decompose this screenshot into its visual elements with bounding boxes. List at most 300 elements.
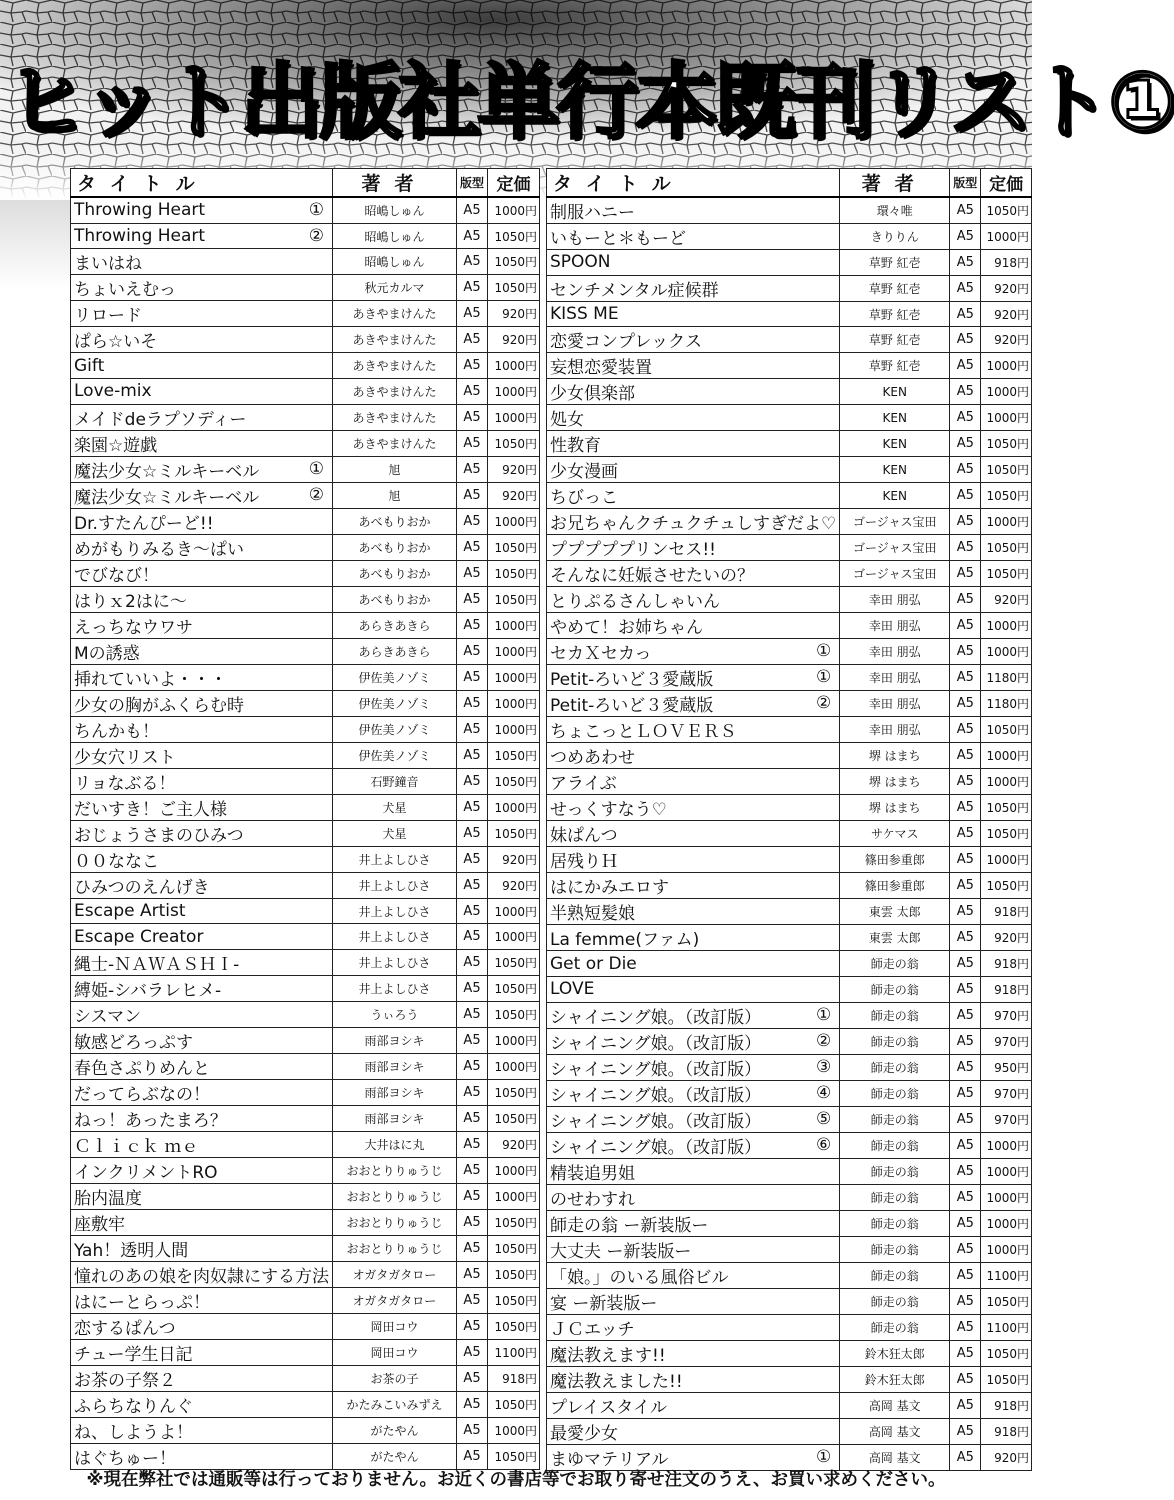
- book-format: A5: [950, 509, 981, 535]
- book-author: 師走の翁: [840, 1106, 950, 1132]
- book-price: 1180円: [981, 665, 1032, 691]
- book-author: うぃろう: [333, 1002, 457, 1028]
- book-title: だいすき！ご主人様: [74, 799, 227, 820]
- table-row: [547, 1132, 1032, 1158]
- book-title-cell: [547, 1054, 840, 1080]
- book-title-cell: [71, 1106, 333, 1132]
- book-price: 1000円: [488, 1054, 540, 1080]
- book-price: 1000円: [488, 1418, 540, 1444]
- book-format: A5: [457, 379, 488, 405]
- book-price: 920円: [488, 301, 540, 327]
- volume-number: ①: [815, 641, 832, 662]
- book-price: 1050円: [488, 1236, 540, 1262]
- book-price: 1050円: [488, 560, 540, 586]
- book-title-cell: [71, 534, 333, 560]
- book-price: 920円: [981, 301, 1032, 327]
- book-price: 1000円: [488, 690, 540, 716]
- book-price: 1000円: [488, 379, 540, 405]
- book-title: ね、しようよ！: [74, 1423, 193, 1444]
- book-title: Petit-ろいど３愛蔵版: [550, 696, 714, 717]
- book-format: A5: [950, 691, 981, 717]
- book-author: 幸田 朋弘: [840, 665, 950, 691]
- book-format: A5: [950, 1106, 981, 1132]
- volume-number: ②: [815, 1030, 832, 1051]
- book-title: ＪＣエッチ: [550, 1319, 635, 1340]
- book-format: A5: [950, 1262, 981, 1288]
- book-author: 師走の翁: [840, 1080, 950, 1106]
- table-row: [71, 1184, 540, 1210]
- book-price: 920円: [981, 925, 1032, 951]
- book-title: シャイニング娘。（改訂版）: [550, 1059, 762, 1080]
- book-format: A5: [950, 1444, 981, 1470]
- book-price: 1050円: [981, 717, 1032, 743]
- book-author: 秋元カルマ: [333, 275, 457, 301]
- book-author: あべもりおか: [333, 560, 457, 586]
- table-row: [71, 1054, 540, 1080]
- book-title: 妹ぱんつ: [550, 826, 618, 847]
- book-format: A5: [457, 872, 488, 898]
- table-row: [71, 223, 540, 249]
- book-title-cell: [71, 482, 333, 508]
- book-title-cell: [547, 665, 840, 691]
- book-format: A5: [457, 534, 488, 560]
- table-row: [71, 976, 540, 1002]
- book-title: ちょこっとＬＯＶＥＲＳ: [550, 722, 737, 743]
- book-title-cell: [71, 1418, 333, 1444]
- book-price: 1050円: [981, 431, 1032, 457]
- book-price: 1000円: [488, 1158, 540, 1184]
- table-row: [71, 638, 540, 664]
- book-price: 1100円: [981, 1262, 1032, 1288]
- book-author: あべもりおか: [333, 534, 457, 560]
- table-row: [547, 301, 1032, 327]
- book-author: 井上よしひさ: [333, 846, 457, 872]
- book-price: 1100円: [488, 1340, 540, 1366]
- book-title: ちんかも！: [74, 721, 159, 742]
- book-format: A5: [950, 1132, 981, 1158]
- book-title: 制服ハニー: [550, 203, 635, 223]
- book-author: あきやまけんた: [333, 327, 457, 353]
- book-title-cell: [547, 1392, 840, 1418]
- book-author: 幸田 朋弘: [840, 613, 950, 639]
- book-format: A5: [950, 873, 981, 899]
- book-author: あらきあきら: [333, 638, 457, 664]
- table-row: [71, 794, 540, 820]
- book-price: 1050円: [488, 1444, 540, 1470]
- book-price: 1050円: [488, 742, 540, 768]
- book-format: A5: [950, 769, 981, 795]
- book-title: LOVE: [550, 979, 595, 1000]
- book-price: 1000円: [981, 379, 1032, 405]
- book-title-cell: [71, 846, 333, 872]
- book-author: 堺 はまち: [840, 769, 950, 795]
- volume-number: ②: [308, 484, 324, 505]
- book-title: やめて！お姉ちゃん: [550, 618, 703, 639]
- book-price: 1050円: [981, 795, 1032, 821]
- book-title-cell: [71, 560, 333, 586]
- book-author: 雨部ヨシキ: [333, 1054, 457, 1080]
- book-title: ぱら☆いそ: [74, 332, 158, 353]
- book-format: A5: [950, 224, 981, 250]
- book-price: 920円: [488, 482, 540, 508]
- book-title-cell: [547, 1106, 840, 1132]
- book-format: A5: [457, 508, 488, 534]
- book-author: 雨部ヨシキ: [333, 1028, 457, 1054]
- volume-number: ③: [815, 1056, 832, 1077]
- book-price: 1000円: [981, 224, 1032, 250]
- book-title-cell: [547, 1002, 840, 1028]
- book-format: A5: [457, 430, 488, 456]
- book-title-cell: [547, 250, 840, 276]
- book-price: 1000円: [488, 1028, 540, 1054]
- book-title-cell: [547, 613, 840, 639]
- book-title: だってらぶなの！: [74, 1085, 210, 1106]
- book-title-cell: [547, 535, 840, 561]
- table-row: [547, 1392, 1032, 1418]
- book-format: A5: [457, 301, 488, 327]
- book-price: 1000円: [488, 664, 540, 690]
- book-format: A5: [950, 275, 981, 301]
- table-row: [71, 560, 540, 586]
- book-title: 大丈夫 ー新装版ー: [550, 1241, 692, 1262]
- book-title: ちょいえむっ: [74, 280, 176, 301]
- table-row: [71, 404, 540, 430]
- book-title-cell: [547, 1028, 840, 1054]
- book-price: 918円: [981, 1392, 1032, 1418]
- book-format: A5: [457, 924, 488, 950]
- book-format: A5: [457, 482, 488, 508]
- book-title-cell: [547, 1314, 840, 1340]
- table-row: [547, 873, 1032, 899]
- table-row: [547, 977, 1032, 1003]
- book-title: アライぶ: [550, 774, 617, 795]
- table-row: [71, 664, 540, 690]
- book-title: 挿れていいよ・・・: [74, 669, 227, 690]
- book-author: 高岡 基文: [840, 1444, 950, 1470]
- book-author: がたやん: [333, 1418, 457, 1444]
- book-title: はにかみエロす: [550, 878, 669, 899]
- book-title: Love-mix: [74, 381, 152, 402]
- book-price: 1000円: [488, 924, 540, 950]
- book-format: A5: [457, 612, 488, 638]
- book-price: 970円: [981, 1106, 1032, 1132]
- book-title-cell: [547, 847, 840, 873]
- book-title: おじょうさまのひみつ: [74, 825, 244, 846]
- book-price: 1050円: [981, 197, 1032, 224]
- book-price: 1000円: [488, 638, 540, 664]
- volume-number: ②: [815, 693, 832, 714]
- book-title: La femme(ファム): [550, 930, 700, 951]
- book-title-cell: [71, 1314, 333, 1340]
- book-format: A5: [457, 1366, 488, 1392]
- book-title: お茶の子祭２: [74, 1371, 176, 1392]
- book-author: 篠田参重郎: [840, 847, 950, 873]
- book-format: A5: [950, 197, 981, 224]
- header-format: 版型: [457, 169, 488, 198]
- book-price: 950円: [981, 1054, 1032, 1080]
- book-price: 1000円: [488, 197, 540, 223]
- book-title: 縄士-ＮＡＷＡＳＨＩ-: [74, 955, 240, 976]
- table-row: [71, 846, 540, 872]
- book-format: A5: [950, 1314, 981, 1340]
- table-row: [547, 197, 1032, 224]
- book-title-cell: [71, 1054, 333, 1080]
- book-rows: [71, 197, 540, 1470]
- book-price: 1000円: [981, 847, 1032, 873]
- book-price: 1000円: [488, 716, 540, 742]
- table-row: [547, 1340, 1032, 1366]
- table-row: [71, 586, 540, 612]
- book-format: A5: [457, 456, 488, 482]
- table-row: [71, 534, 540, 560]
- table-row: [71, 1106, 540, 1132]
- header-format: 版型: [950, 169, 981, 198]
- book-author: 師走の翁: [840, 951, 950, 977]
- book-price: 1050円: [981, 1366, 1032, 1392]
- table-row: [71, 612, 540, 638]
- book-author: 師走の翁: [840, 1236, 950, 1262]
- book-author: 昭嶋しゅん: [333, 223, 457, 249]
- book-format: A5: [950, 327, 981, 353]
- book-title: Escape Artist: [74, 901, 186, 922]
- book-author: オガタガタロー: [333, 1288, 457, 1314]
- book-title: 楽園☆遊戯: [74, 435, 158, 456]
- table-row: [547, 821, 1032, 847]
- book-title: のせわすれ: [550, 1189, 635, 1210]
- book-price: 1180円: [981, 691, 1032, 717]
- page-title: ヒット出版社単行本既刊リスト①: [6, 54, 1174, 150]
- book-format: A5: [950, 431, 981, 457]
- book-title: Get or Die: [550, 953, 637, 974]
- book-title: まいはね: [74, 254, 142, 275]
- book-title-cell: [547, 301, 840, 327]
- book-title-cell: [547, 457, 840, 483]
- book-title: シャイニング娘。（改訂版）: [550, 1085, 762, 1106]
- book-title-cell: [547, 197, 840, 224]
- book-author: 東雲 太郎: [840, 899, 950, 925]
- book-format: A5: [457, 1340, 488, 1366]
- header-price: 定価: [488, 169, 540, 198]
- table-row: [547, 1236, 1032, 1262]
- table-row: [547, 1262, 1032, 1288]
- book-author: 幸田 朋弘: [840, 639, 950, 665]
- book-title-cell: [547, 1158, 840, 1184]
- book-title-cell: [71, 249, 333, 275]
- book-author: 草野 紅壱: [840, 275, 950, 301]
- book-price: 1050円: [488, 1210, 540, 1236]
- book-title-cell: [547, 899, 840, 925]
- book-format: A5: [457, 1158, 488, 1184]
- table-row: [547, 327, 1032, 353]
- book-format: A5: [950, 795, 981, 821]
- book-price: 1050円: [488, 976, 540, 1002]
- book-author: あきやまけんた: [333, 430, 457, 456]
- book-author: 草野 紅壱: [840, 353, 950, 379]
- book-title: お兄ちゃんクチュクチュしすぎだよ♡: [550, 514, 837, 535]
- table-row: [547, 587, 1032, 613]
- book-author: かたみこいみずえ: [333, 1392, 457, 1418]
- book-author: 井上よしひさ: [333, 976, 457, 1002]
- book-title: 魔法少女☆ミルキーベル: [74, 461, 260, 482]
- book-price: 1050円: [488, 768, 540, 794]
- table-row: [71, 1210, 540, 1236]
- book-author: おおとりりゅうじ: [333, 1236, 457, 1262]
- book-format: A5: [950, 743, 981, 769]
- table-row: [71, 872, 540, 898]
- book-author: おおとりりゅうじ: [333, 1210, 457, 1236]
- book-title-cell: [71, 508, 333, 534]
- book-title: シャイニング娘。（改訂版）: [550, 1111, 762, 1132]
- book-author: 幸田 朋弘: [840, 587, 950, 613]
- table-row: [547, 1418, 1032, 1444]
- book-format: A5: [457, 1392, 488, 1418]
- table-row: [71, 275, 540, 301]
- book-price: 920円: [488, 872, 540, 898]
- table-row: [547, 1366, 1032, 1392]
- book-author: あきやまけんた: [333, 379, 457, 405]
- book-format: A5: [950, 483, 981, 509]
- table-row: [71, 1392, 540, 1418]
- table-row: [71, 1314, 540, 1340]
- book-author: 東雲 太郎: [840, 925, 950, 951]
- book-format: A5: [457, 664, 488, 690]
- book-list-left: [70, 168, 540, 1470]
- book-author: 師走の翁: [840, 1262, 950, 1288]
- book-title: えっちなウワサ: [74, 617, 193, 638]
- book-author: あべもりおか: [333, 508, 457, 534]
- book-format: A5: [457, 950, 488, 976]
- table-row: [71, 1418, 540, 1444]
- table-row: [71, 1080, 540, 1106]
- book-format: A5: [950, 1392, 981, 1418]
- header-price: 定価: [981, 169, 1032, 198]
- table-row: [547, 379, 1032, 405]
- book-format: A5: [457, 794, 488, 820]
- book-format: A5: [457, 1314, 488, 1340]
- table-row: [547, 847, 1032, 873]
- book-format: A5: [457, 1444, 488, 1470]
- book-price: 1000円: [981, 1158, 1032, 1184]
- book-format: A5: [457, 249, 488, 275]
- book-price: 1000円: [488, 612, 540, 638]
- table-row: [71, 1028, 540, 1054]
- table-row: [71, 1340, 540, 1366]
- volume-number: ①: [815, 1004, 832, 1025]
- book-format: A5: [457, 1184, 488, 1210]
- book-title-cell: [547, 639, 840, 665]
- book-title: まゆマテリアル: [550, 1449, 669, 1470]
- book-format: A5: [457, 1418, 488, 1444]
- book-author: 草野 紅壱: [840, 327, 950, 353]
- book-title-cell: [547, 275, 840, 301]
- book-price: 920円: [488, 846, 540, 872]
- book-author: KEN: [840, 405, 950, 431]
- book-author: KEN: [840, 379, 950, 405]
- book-title-cell: [71, 1366, 333, 1392]
- book-author: 環々唯: [840, 197, 950, 224]
- book-title: セカＸセカっ: [550, 644, 652, 665]
- book-title-cell: [71, 301, 333, 327]
- book-author: あきやまけんた: [333, 404, 457, 430]
- book-author: 師走の翁: [840, 1184, 950, 1210]
- book-format: A5: [457, 638, 488, 664]
- book-title: SPOON: [550, 252, 611, 273]
- book-price: 1050円: [981, 535, 1032, 561]
- table-row: [71, 1236, 540, 1262]
- table-row: [547, 717, 1032, 743]
- book-title-cell: [547, 717, 840, 743]
- book-price: 1050円: [981, 1340, 1032, 1366]
- book-title: Mの誘惑: [74, 643, 140, 664]
- book-format: A5: [457, 1210, 488, 1236]
- book-price: 920円: [981, 275, 1032, 301]
- book-title-cell: [71, 223, 333, 249]
- book-format: A5: [950, 405, 981, 431]
- book-author: 井上よしひさ: [333, 924, 457, 950]
- table-row: [547, 224, 1032, 250]
- book-title-cell: [71, 1340, 333, 1366]
- book-title-cell: [71, 950, 333, 976]
- book-title: でびなび！: [74, 565, 159, 586]
- table-row: [547, 639, 1032, 665]
- book-price: 1050円: [488, 1314, 540, 1340]
- book-title: Yah！透明人間: [74, 1241, 189, 1262]
- book-format: A5: [950, 457, 981, 483]
- book-title-cell: [71, 1262, 333, 1288]
- book-title: シャイニング娘。（改訂版）: [550, 1137, 762, 1158]
- book-author: お茶の子: [333, 1366, 457, 1392]
- table-row: [547, 405, 1032, 431]
- book-format: A5: [457, 197, 488, 223]
- book-price: 1050円: [488, 950, 540, 976]
- book-title: 少女倶楽部: [550, 384, 635, 405]
- book-price: 918円: [981, 250, 1032, 276]
- book-title: せっくすなう♡: [550, 800, 667, 821]
- book-title: ひみつのえんげき: [74, 877, 210, 898]
- book-title-cell: [547, 977, 840, 1003]
- book-title-cell: [71, 430, 333, 456]
- book-author: ゴージャス宝田: [840, 561, 950, 587]
- volume-number: ④: [815, 1082, 832, 1103]
- book-title: そんなに妊娠させたいの？: [550, 566, 754, 587]
- table-row: [71, 924, 540, 950]
- book-format: A5: [457, 742, 488, 768]
- book-title-cell: [71, 612, 333, 638]
- table-row: [547, 743, 1032, 769]
- book-format: A5: [457, 275, 488, 301]
- book-title: 宴 ー新装版ー: [550, 1293, 658, 1314]
- table-row: [71, 716, 540, 742]
- book-format: A5: [457, 976, 488, 1002]
- book-format: A5: [457, 820, 488, 846]
- table-row: [547, 1210, 1032, 1236]
- book-author: 師走の翁: [840, 1158, 950, 1184]
- book-format: A5: [457, 1132, 488, 1158]
- book-title-cell: [71, 1210, 333, 1236]
- book-author: きりりん: [840, 224, 950, 250]
- book-format: A5: [457, 353, 488, 379]
- book-author: 石野鐘音: [333, 768, 457, 794]
- table-row: [547, 561, 1032, 587]
- book-title: 恋愛コンプレックス: [550, 332, 702, 353]
- book-format: A5: [950, 1002, 981, 1028]
- table-row: [71, 430, 540, 456]
- book-title-cell: [71, 820, 333, 846]
- book-title-cell: [547, 769, 840, 795]
- book-title: めがもりみるき～ぱい: [74, 539, 244, 560]
- book-format: A5: [950, 301, 981, 327]
- book-format: A5: [950, 1210, 981, 1236]
